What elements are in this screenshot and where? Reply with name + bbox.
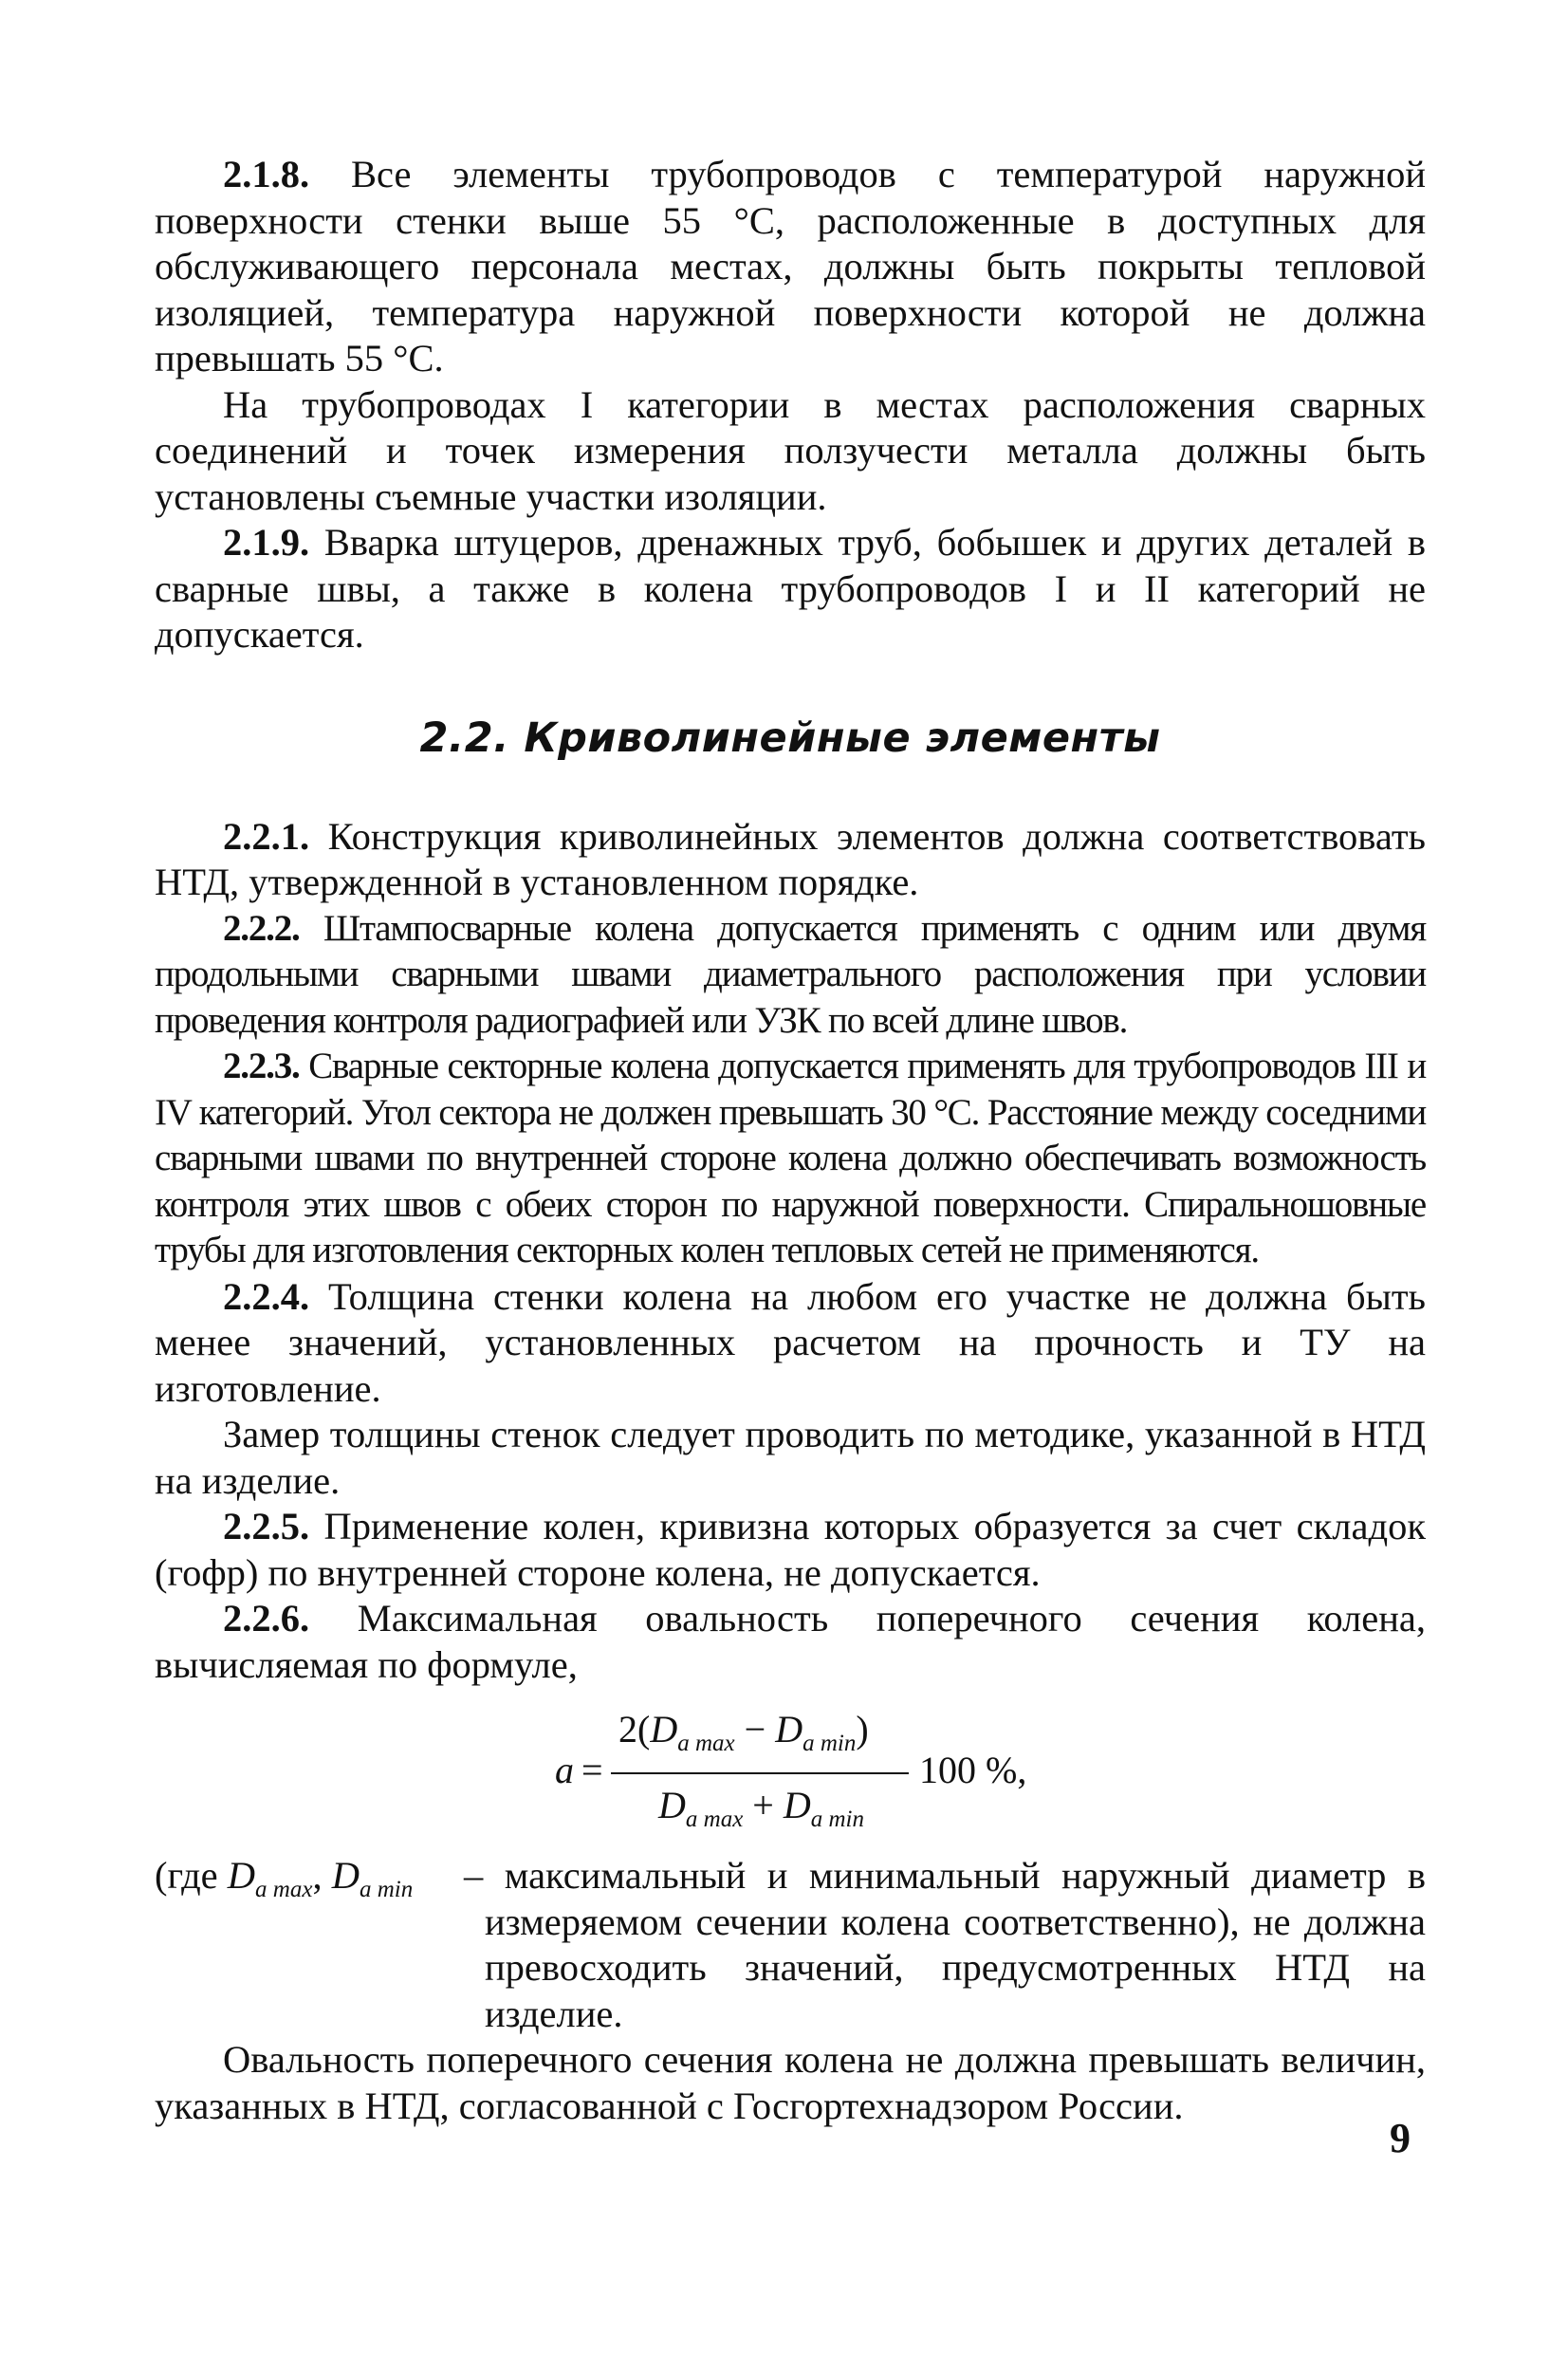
formula-legend bbox=[155, 1853, 1426, 2037]
clause-number: 2.2.6. bbox=[223, 1597, 310, 1640]
legend-symbols bbox=[155, 1853, 413, 1905]
clause-number: 2.2.3. bbox=[223, 1046, 300, 1086]
formula-num-prefix: 2( bbox=[618, 1708, 651, 1751]
formula-sub-max: a max bbox=[685, 1806, 744, 1832]
clause-text: Применение колен, кривизна которых образуется за счет складок (гофр) по внутренней стороне колена, не допускается. bbox=[155, 1505, 1426, 1594]
formula-rhs: 100 %, bbox=[919, 1749, 1027, 1791]
document-page bbox=[155, 152, 1426, 2129]
section-heading: 2.2. Криволинейные элементы bbox=[419, 713, 1161, 762]
clause-number: 2.2.2. bbox=[223, 907, 300, 949]
formula-minus: − bbox=[734, 1708, 776, 1751]
paragraph-2-2-5 bbox=[155, 1504, 1426, 1596]
paragraph-2-2-6 bbox=[155, 1596, 1426, 1688]
legend-open: (где bbox=[155, 1854, 228, 1897]
paragraph-2-1-9 bbox=[155, 520, 1426, 658]
clause-text: Максимальная овальность поперечного сечения колена, вычисляемая по формуле, bbox=[155, 1597, 1426, 1686]
fraction-bar bbox=[611, 1772, 909, 1774]
formula-d-symbol: D bbox=[783, 1784, 811, 1826]
formula-denominator bbox=[658, 1783, 864, 1832]
legend-sub-max: a max bbox=[255, 1877, 313, 1902]
formula-num-suffix: ) bbox=[856, 1708, 869, 1751]
clause-number: 2.2.4. bbox=[223, 1274, 310, 1318]
clause-number: 2.2.5. bbox=[223, 1505, 310, 1547]
page-number: 9 bbox=[1390, 2115, 1411, 2161]
clause-text: Сварные секторные колена допускается применять для трубопроводов III и IV категорий. Угол сектора не должен превышать 30 °С. Расстояние между соседними сварными швами по внутренней стороне колена должно обеспечивать возможность контроля этих швов с обеих сторон по наружной поверхности. Спиральношовные трубы для изготовления секторных колен тепловых сетей не применяются. bbox=[155, 1046, 1426, 1270]
formula-plus: + bbox=[743, 1784, 784, 1826]
clause-number: 2.1.9. bbox=[223, 521, 310, 564]
legend-comma: , bbox=[312, 1854, 332, 1897]
clause-number: 2.1.8. bbox=[223, 153, 310, 195]
formula-numerator bbox=[618, 1707, 869, 1756]
legend-d-symbol: D bbox=[227, 1854, 256, 1897]
formula-sub-min: a min bbox=[802, 1731, 857, 1756]
clause-text: Штампосварные колена допускается применять с одним или двумя продольными сварными швами диаметрального расположения при условии проведения контроля радиографией или УЗК по всей длине швов. bbox=[155, 907, 1426, 1041]
paragraph-2-2-4 bbox=[155, 1274, 1426, 1413]
clause-text: Толщина стенки колена на любом его участке не должна быть менее значений, установленных расчетом на прочность и ТУ на изготовление. bbox=[155, 1274, 1426, 1410]
formula-equals: = bbox=[581, 1749, 603, 1791]
formula-d-symbol: D bbox=[658, 1784, 686, 1826]
paragraph-2-1-8-continued: На трубопроводах I категории в местах расположения сварных соединений и точек измерения ползучести металла должны быть установлены съемные участки изоляции. bbox=[155, 382, 1426, 518]
paragraph-2-2-4-continued: Замер толщины стенок следует проводить по методике, указанной в НТД на изделие. bbox=[155, 1413, 1426, 1502]
formula-sub-min: a min bbox=[810, 1806, 864, 1832]
formula-sub-max: a max bbox=[677, 1731, 735, 1756]
clause-text: Все элементы трубопроводов с температурой наружной поверхности стенки выше 55 °С, расположенные в доступных для обслуживающего персонала местах, должны быть покрыты тепловой изоляцией, температура наружной поверхности которой не должна превышать 55 °С. bbox=[155, 153, 1426, 380]
paragraph-final: Овальность поперечного сечения колена не должна превышать величин, указанных в НТД, согласованной с Госгортехнадзором России. bbox=[155, 2038, 1426, 2127]
paragraph-2-2-3 bbox=[155, 1044, 1426, 1274]
formula-d-symbol: D bbox=[650, 1708, 678, 1751]
formula-lhs: a bbox=[555, 1749, 574, 1791]
clause-number: 2.2.1. bbox=[223, 814, 310, 858]
paragraph-2-1-8 bbox=[155, 152, 1426, 382]
legend-sub-min: a min bbox=[359, 1877, 414, 1902]
formula-fraction bbox=[611, 1707, 924, 1838]
legend-d-symbol: D bbox=[331, 1854, 360, 1897]
paragraph-2-2-2 bbox=[155, 906, 1426, 1045]
clause-text: Вварка штуцеров, дренажных труб, бобышек и других деталей в сварные швы, а также в колена трубопроводов I и II категорий не допускается. bbox=[155, 521, 1426, 656]
clause-text: Конструкция криволинейных элементов должна соответствовать НТД, утвержденной в установленном порядке. bbox=[155, 814, 1426, 903]
paragraph-2-2-1 bbox=[155, 814, 1426, 906]
legend-text: – максимальный и минимальный наружный диаметр в измеряемом сечении колена соответственно), не должна превосходить значений, предусмотренных НТД на изделие. bbox=[464, 1854, 1426, 2035]
formula-d-symbol: D bbox=[775, 1708, 803, 1751]
ovality-formula bbox=[155, 1707, 1426, 1838]
